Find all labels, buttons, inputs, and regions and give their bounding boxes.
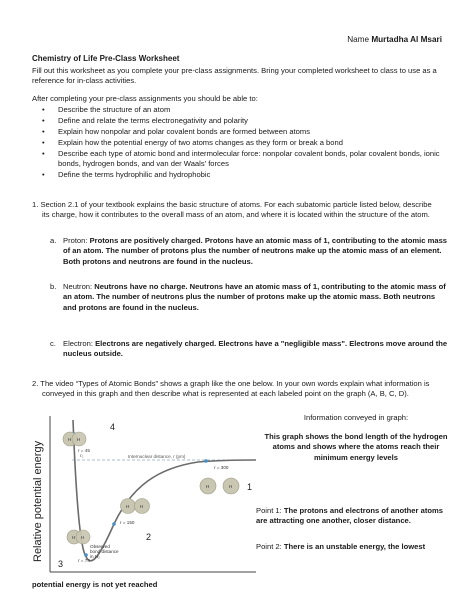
point-2-number: 2 <box>146 532 152 542</box>
r0-label: r₀ <box>80 453 84 458</box>
objectives-list <box>32 105 452 181</box>
worksheet-title: Chemistry of Life Pre-Class Worksheet <box>32 54 180 63</box>
point-1-answer <box>256 506 456 527</box>
point-2-continued: potential energy is not yet reached <box>32 580 158 589</box>
item-letter: c. <box>50 339 56 348</box>
curve-marker <box>112 522 116 526</box>
objectives-intro: After completing your pre-class assignments you should be able to: <box>32 94 258 103</box>
question-2-line-2: conveyed in this graph and then describe what is represented at each labeled point on the graph (A, B, C, D). <box>42 389 409 399</box>
atom-symbol: H <box>140 504 144 509</box>
internuclear-distance-label: Internuclear distance, r (pm) <box>128 454 186 459</box>
point-3-number: 3 <box>58 559 64 569</box>
r-label: r = 74 <box>78 558 90 563</box>
observed-label: bond distance <box>90 549 119 554</box>
point-2-text: There is an unstable energy, the lowest <box>283 542 426 551</box>
objective-item: • Define and relate the terms electronegativity and polarity <box>32 116 452 126</box>
r-label: r = 300 <box>214 465 229 470</box>
question-2 <box>32 379 450 400</box>
atom-symbol: H <box>126 504 130 509</box>
answer-proton <box>50 236 450 267</box>
atom-symbol: H <box>72 535 76 540</box>
intro-text: Fill out this worksheet as you complete your pre-class assignments. Bring your completed worksheet to class to use as a reference for in-class activities. <box>32 66 437 86</box>
potential-energy-graph <box>28 412 260 576</box>
info-answer <box>256 432 456 463</box>
atom-pair-point-2 <box>121 499 150 514</box>
point-4-number: 4 <box>110 422 116 432</box>
answer-electron <box>50 339 450 360</box>
item-label: Proton: <box>63 236 88 245</box>
point-2-answer <box>256 542 456 552</box>
atom-symbol: H <box>206 484 210 489</box>
item-label: Electron: <box>63 339 93 348</box>
item-answer: Neutrons have no charge. Neutrons have an atomic mass of 1, contributing to the atomic mass of an atom. The number of neutrons plus the number of protons make up the atomic mass. Both neutrons and protons are found in the nucleus. <box>63 282 446 312</box>
info-heading: Information conveyed in graph: <box>303 413 409 422</box>
question-1-line-2: its charge, how it contributes to the overall mass of an atom, and where it is located within the structure of the atom. <box>42 210 430 220</box>
r-label: r = 150 <box>120 520 135 525</box>
item-answer: Protons are positively charged. Protons have an atomic mass of 1, contributing to the atomic mass of an atom. The number of protons plus the number of neutrons make up the atomic mass of an element. Both protons and neutrons are found in the nucleus. <box>63 236 448 266</box>
atom-pair-point-1 <box>200 478 239 494</box>
curve-marker <box>84 553 88 557</box>
point-1-text: The protons and electrons of another atoms are attracting one another, closer distance. <box>256 506 443 526</box>
item-label: Neutron: <box>63 282 93 291</box>
atom-pair-point-3 <box>67 530 90 544</box>
y-axis-label: Relative potential energy <box>32 440 44 562</box>
point-1-number: 1 <box>247 482 253 492</box>
observed-label: Observed <box>90 544 110 549</box>
name-value: Murtadha Al Msari <box>371 35 442 44</box>
info-answer-text: This graph shows the bond length of the hydrogen atoms and shows where the atoms reach their minimum energy levels <box>264 432 448 462</box>
atom-symbol: H <box>68 437 72 442</box>
objective-item: • Define the terms hydrophilic and hydrophobic <box>32 170 452 180</box>
atom-symbol: H <box>81 535 85 540</box>
item-letter: a. <box>50 236 57 245</box>
point-1-label: Point 1: <box>256 506 282 515</box>
observed-label: in H₂ <box>90 554 100 559</box>
question-1 <box>32 200 450 221</box>
r-label: r = 45 <box>78 448 90 453</box>
point-2-label: Point 2: <box>256 542 282 551</box>
student-name <box>347 34 442 45</box>
question-2-line-1: 2. The video “Types of Atomic Bonds” shows a graph like the one below. In your own words explain what information is <box>32 379 430 388</box>
atom-symbol: H <box>77 437 81 442</box>
curve-marker <box>204 459 208 463</box>
answer-neutron <box>50 282 450 313</box>
question-1-line-1: 1. Section 2.1 of your textbook explains the basic structure of atoms. For each subatomic particle listed below, describe <box>32 200 432 209</box>
atom-pair-point-4 <box>63 432 86 446</box>
objective-item: • Explain how the potential energy of two atoms changes as they form or break a bond <box>32 138 452 148</box>
atom-symbol: H <box>229 484 233 489</box>
item-letter: b. <box>50 282 57 291</box>
objective-item: • Explain how nonpolar and polar covalent bonds are formed between atoms <box>32 127 452 137</box>
item-answer: Electrons are negatively charged. Electrons have a "negligible mass". Electrons move around the nucleus outside. <box>63 339 448 359</box>
objective-item: • Describe the structure of an atom <box>32 105 452 115</box>
objective-item: • Describe each type of atomic bond and intermolecular force: nonpolar covalent bonds, polar covalent bonds, ionic bonds, hydrogen bonds, and van der Waals' forces <box>32 149 452 170</box>
name-label: Name <box>347 35 370 44</box>
